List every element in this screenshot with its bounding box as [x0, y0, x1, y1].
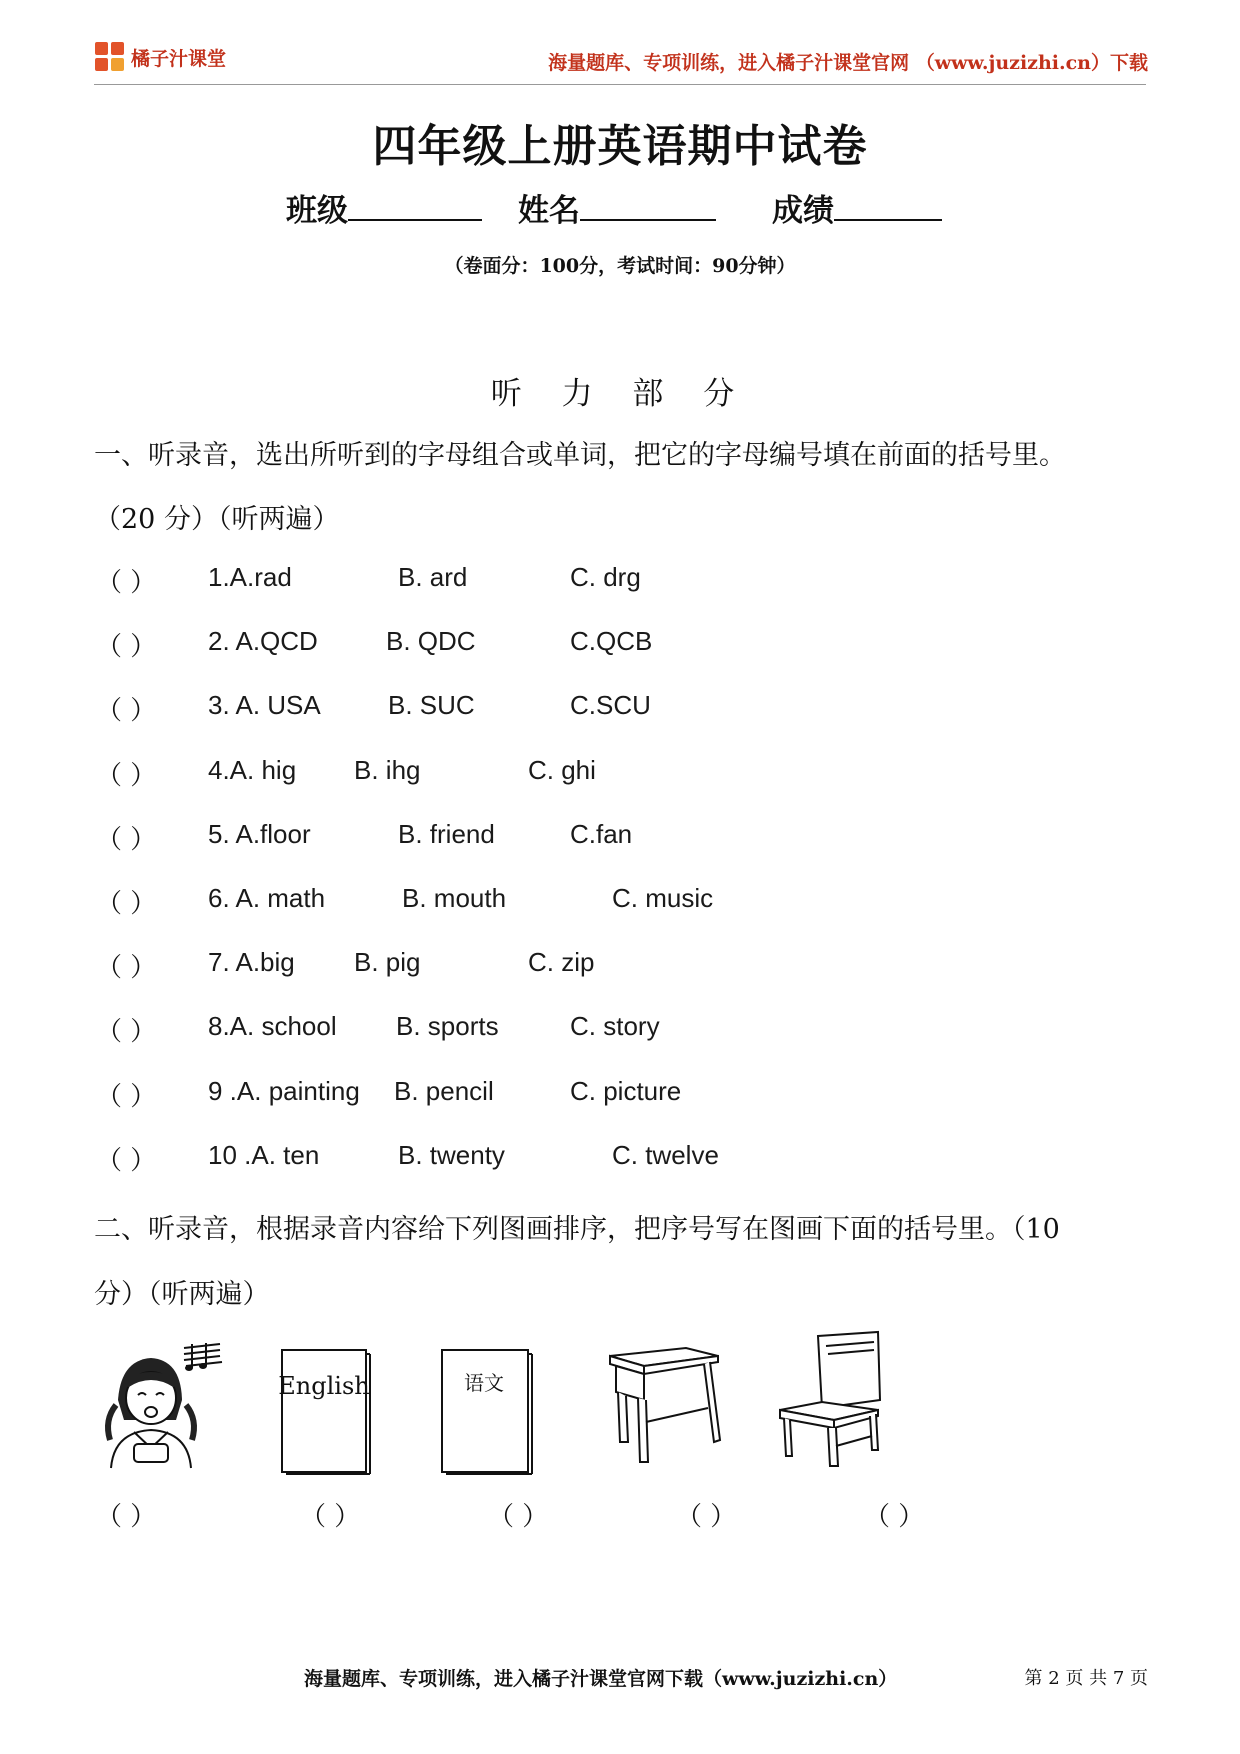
- option-c: C. ghi: [528, 755, 596, 785]
- english-book-picture: [276, 1348, 372, 1476]
- score-blank: [834, 193, 942, 221]
- option-c: C. twelve: [612, 1140, 719, 1170]
- option-b: B. mouth: [402, 883, 507, 913]
- option-a: 6. A. math: [208, 883, 326, 913]
- option-a: 4.A. hig: [208, 755, 297, 785]
- option-a: 5. A.floor: [208, 819, 311, 849]
- part2-instruction-line1: 二、听录音，根据录音内容给下列图画排序，把序号写在图画下面的括号里。（10: [94, 1214, 1060, 1245]
- option-c: C. picture: [570, 1076, 682, 1106]
- class-field: [286, 185, 482, 230]
- option-c: C. drg: [570, 562, 641, 592]
- answer-blank: （ ）: [96, 632, 157, 662]
- footer-text: 海量题库、专项训练，进入橘子汁课堂官网下载（www.juzizhi.cn）: [304, 1668, 898, 1690]
- option-a: 2. A.QCD: [208, 626, 318, 656]
- option-b: B. friend: [398, 819, 495, 849]
- option-b: B. pig: [354, 947, 421, 977]
- chinese-book-picture: [436, 1348, 536, 1476]
- exam-note: （卷面分：100分，考试时间：90分钟）: [444, 255, 796, 277]
- option-a: 1.A.rad: [208, 562, 292, 592]
- section-title: 听 力 部 分: [490, 376, 750, 412]
- picture-order-blank: （ ）: [864, 1502, 925, 1532]
- brand-logo-icon: [95, 42, 125, 72]
- picture-order-blank: （ ）: [96, 1502, 157, 1532]
- option-c: C.fan: [570, 819, 633, 849]
- option-b: B. ihg: [354, 755, 421, 785]
- part2-instruction-line2: 分）（听两遍）: [94, 1279, 270, 1310]
- page-number: 第 2 页 共 7 页: [1024, 1668, 1148, 1689]
- option-b: B. pencil: [394, 1076, 494, 1106]
- exam-title: 四年级上册英语期中试卷: [372, 121, 868, 172]
- answer-blank: （ ）: [96, 696, 157, 726]
- option-b: B. sports: [396, 1011, 499, 1041]
- part1-instruction-line2: （20 分）（听两遍）: [94, 504, 340, 535]
- class-label: 班级: [286, 193, 348, 229]
- header-banner-text: 海量题库、专项训练，进入橘子汁课堂官网 （www.juzizhi.cn）下载: [548, 52, 1148, 74]
- class-blank: [348, 193, 482, 221]
- answer-blank: （ ）: [96, 825, 157, 855]
- english-book-label: English: [278, 1372, 370, 1400]
- answer-blank: （ ）: [96, 889, 157, 919]
- option-c: C.SCU: [570, 690, 651, 720]
- answer-blank: （ ）: [96, 1017, 157, 1047]
- option-a: 8.A. school: [208, 1011, 337, 1041]
- part1-instruction-line1: 一、听录音，选出所听到的字母组合或单词，把它的字母编号填在前面的括号里。: [94, 440, 1066, 471]
- name-blank: [580, 193, 716, 221]
- option-a: 10 .A. ten: [208, 1140, 320, 1170]
- answer-blank: （ ）: [96, 568, 157, 598]
- option-c: C.QCB: [570, 626, 653, 656]
- brand-name: 橘子汁课堂: [131, 48, 227, 70]
- name-field: [518, 185, 716, 230]
- option-a: 9 .A. painting: [208, 1076, 360, 1106]
- picture-order-blank: （ ）: [488, 1502, 549, 1532]
- option-b: B. QDC: [386, 626, 476, 656]
- picture-order-blank: （ ）: [676, 1502, 737, 1532]
- option-c: C. music: [612, 883, 714, 913]
- option-b: B. SUC: [388, 690, 475, 720]
- answer-blank: （ ）: [96, 953, 157, 983]
- answer-blank: （ ）: [96, 761, 157, 791]
- option-a: 3. A. USA: [208, 690, 321, 720]
- answer-blank: （ ）: [96, 1146, 157, 1176]
- girl-singing-picture: [96, 1340, 228, 1470]
- desk-picture: [604, 1342, 722, 1466]
- option-b: B. twenty: [398, 1140, 505, 1170]
- header-divider: [94, 84, 1146, 85]
- picture-order-blank: （ ）: [300, 1502, 361, 1532]
- score-field: [772, 185, 942, 230]
- name-label: 姓名: [518, 193, 580, 229]
- answer-blank: （ ）: [96, 1082, 157, 1112]
- chair-picture: [774, 1330, 888, 1468]
- chinese-book-label: 语文: [464, 1371, 504, 1395]
- score-label: 成绩: [772, 193, 834, 229]
- option-a: 7. A.big: [208, 947, 295, 977]
- option-c: C. zip: [528, 947, 595, 977]
- option-b: B. ard: [398, 562, 468, 592]
- option-c: C. story: [570, 1011, 660, 1041]
